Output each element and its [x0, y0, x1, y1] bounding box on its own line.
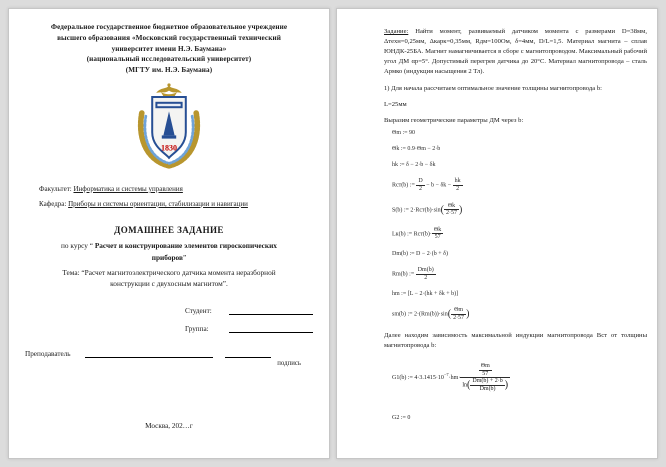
paren: )	[504, 379, 509, 391]
emblem-year: 1830	[161, 143, 177, 153]
formula-g2: G2 := 0	[392, 414, 411, 421]
header-line: (МГТУ им. Н.Э. Баумана)	[125, 66, 213, 75]
paren: (	[447, 308, 452, 320]
bauman-crest-icon	[129, 81, 209, 169]
course-suffix: ”	[182, 252, 187, 262]
formula-rst	[392, 178, 647, 192]
fraction: $\frac{\Theta m}{57}$	[480, 363, 490, 377]
task-page-content	[337, 9, 657, 458]
task-text: Найти момент, развиваемый датчиком момента с размерами D=38мм, Δтехн=0,25мм, Δкарк=0,35мм, Rдм=100Ом, δ=4мм, D/L=1,5. Материал магнита – сплав ЮНДК-25БА. Магнит намагничивается в сборе с магнитопроводом. Максимальный рабочий угол ДМ αр=5°. Допустимый перегрев датчика до 20°С. Материал магнитопровода – сталь Армко (индукция насыщения 2 Тл).	[384, 28, 647, 75]
fraction: $\frac{\Theta m}{2\cdot 57}$	[453, 307, 465, 321]
formula-part: ·hm·	[448, 375, 461, 382]
fraction: $\frac{\Theta k}{2\cdot 57}$	[446, 202, 458, 217]
header-line: Федеральное государственное бюджетное образовательное учреждение	[50, 23, 288, 31]
paren: )	[459, 204, 463, 216]
formula-dm: Dm(b) := D − 2·(b + δ)	[392, 251, 448, 258]
faculty-line	[39, 182, 313, 197]
fraction: $\frac{D}{2}$	[418, 178, 423, 193]
task-page	[336, 8, 658, 459]
paren: )	[466, 308, 470, 320]
signature-caption: подпись	[277, 359, 301, 367]
university-header	[25, 22, 313, 76]
signature-fill-line	[225, 349, 271, 358]
title-page-content	[9, 9, 329, 458]
paren: (	[467, 379, 471, 391]
task-paragraph	[384, 27, 647, 76]
formula-theta-m: Θm := 90	[392, 130, 416, 137]
course-line	[25, 240, 313, 263]
fraction: $\frac{\Theta k}{57}$	[433, 226, 442, 241]
student-fill-line	[229, 306, 313, 315]
formula-sm	[392, 307, 647, 321]
faculty-value: Информатика и системы управления	[73, 184, 183, 193]
homework-title: ДОМАШНЕЕ ЗАДАНИЕ	[114, 225, 224, 236]
teacher-block	[25, 349, 313, 367]
formula-part: S(b) := 2·Rст(b)·sin	[392, 207, 441, 214]
formula-s	[392, 203, 647, 217]
formula-part: sm(b) := 2·(Rm(b))·sin	[392, 311, 448, 318]
student-label: Студент:	[185, 306, 212, 315]
fraction: $\frac{Dm(b)}{2}$	[417, 267, 434, 281]
formula-hm: hm := [L − 2·(hk + δk + b)]	[392, 291, 459, 298]
formula-rm	[392, 267, 647, 281]
group-fill-line	[229, 324, 313, 333]
formula-list	[392, 130, 647, 321]
fraction: $\frac{hk}{2}$	[454, 178, 461, 193]
student-row	[185, 306, 313, 315]
induction-dependency-paragraph: Далее находим зависимость максимальной индукции магнитопровода Bст от толщины магнитопровода b:	[384, 332, 647, 350]
formula-part: Rст(b) :=	[392, 182, 417, 189]
formula-g1	[392, 363, 647, 392]
formula-theta-k: Θk := 0.9·Θm − 2·b	[392, 146, 441, 153]
department-label: Кафедра:	[39, 199, 67, 208]
course-prefix: по курсу “	[61, 241, 95, 251]
course-name: Расчет и конструирование элементов гироскопических приборов	[94, 241, 277, 262]
title-page	[8, 8, 330, 459]
teacher-row	[25, 349, 313, 358]
header-line: (национальный исследовательский университет)	[86, 55, 252, 64]
paren: (	[440, 204, 445, 216]
university-emblem	[25, 81, 313, 174]
formula-part: G1(b) := 4·3.1415·10	[392, 375, 444, 382]
faculty-label: Факультет:	[39, 184, 72, 193]
group-row	[185, 324, 313, 333]
formula-hk: hk := δ − 2·b − δk	[392, 162, 436, 169]
teacher-label: Преподаватель	[25, 349, 71, 358]
group-label: Группа:	[185, 324, 209, 333]
step-1-line: 1) Для начала рассчитаем оптимальное значение толщины магнитопровода b:	[384, 85, 602, 93]
header-line: высшего образования «Московский государственный технический	[57, 33, 281, 42]
header-line: университет имени Н.Э. Баумана»	[111, 44, 227, 53]
theme-line: Тема: “Расчет магнитоэлектрического датчика момента неразборной конструкции с двухосным магнитом”.	[62, 267, 276, 289]
formula-part: Lк(b) := Rст(b)·	[392, 231, 432, 238]
formula-part: Rm(b) :=	[392, 271, 416, 278]
formula-part: ln	[462, 382, 468, 389]
city-year-line: Москва, 202…г	[145, 422, 193, 430]
task-label: Задание:	[384, 28, 409, 35]
formula-lk	[392, 227, 647, 241]
department-line	[39, 197, 313, 212]
l-value-line: L=25мм	[384, 101, 407, 109]
department-value: Приборы и системы ориентации, стабилизации и навигации	[68, 199, 248, 208]
student-block	[25, 306, 313, 333]
fraction: $\frac{Dm(b) + 2\cdot b}{Dm(b)}$	[472, 378, 503, 392]
big-fraction	[460, 363, 510, 392]
faculty-block	[39, 182, 313, 211]
teacher-fill-line	[85, 349, 213, 358]
exponent: −7	[443, 372, 449, 378]
formula-part: − b − δk −	[424, 182, 453, 189]
express-parameters-line: Выразим геометрические параметры ДМ через b:	[384, 117, 524, 125]
